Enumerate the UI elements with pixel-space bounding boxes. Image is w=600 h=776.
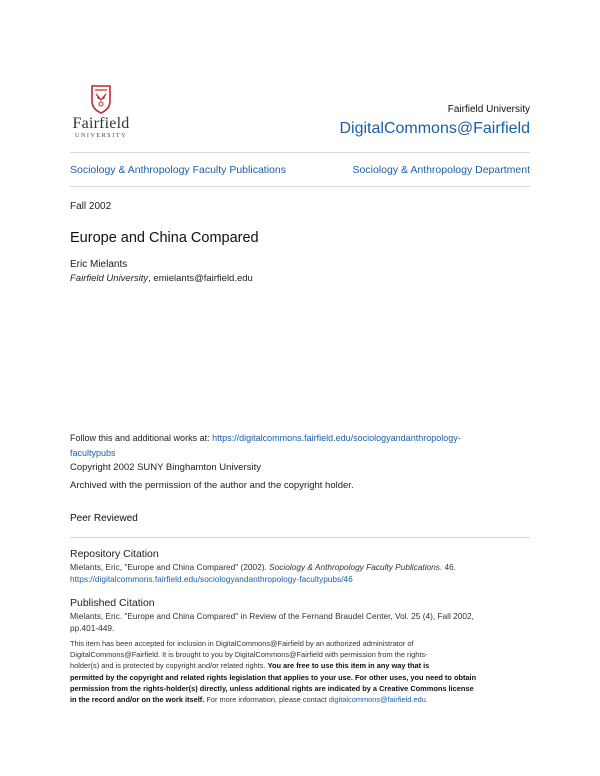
copyright-notice: Copyright 2002 SUNY Binghamton University	[70, 462, 261, 473]
divider	[70, 152, 530, 153]
archived-notice: Archived with the permission of the author and the copyright holder.	[70, 480, 354, 491]
citation-suffix: . 46.	[439, 562, 457, 572]
follow-url-link[interactable]: https://digitalcommons.fairfield.edu/sociologyandanthropology-	[212, 433, 461, 443]
fairfield-logo	[70, 84, 132, 139]
repository-citation-text	[70, 561, 530, 585]
logo-wordmark: Fairfield	[72, 115, 130, 132]
paper-title: Europe and China Compared	[70, 230, 259, 246]
repository-citation-heading: Repository Citation	[70, 548, 159, 560]
peer-reviewed-label: Peer Reviewed	[70, 513, 138, 524]
notice-bold-line: You are free to use this item in any way that is	[267, 661, 430, 671]
notice-line: holder(s) and is protected by copyright and/or related rights.	[70, 661, 268, 671]
published-citation-heading: Published Citation	[70, 597, 155, 609]
author-email: , emielants@fairfield.edu	[148, 273, 253, 284]
published-citation-line1: Mielants, Eric. "Europe and China Compared" in Review of the Fernand Braudel Center, Vol. 25 (4), Fall 2002,	[70, 611, 474, 621]
institution-name: Fairfield University	[447, 104, 530, 115]
citation-url-link[interactable]: https://digitalcommons.fairfield.edu/sociologyandanthropology-facultypubs/46	[70, 574, 353, 584]
author-affiliation	[70, 273, 253, 284]
fairfield-seal-icon	[90, 84, 112, 114]
divider	[70, 186, 530, 187]
publication-date: Fall 2002	[70, 201, 112, 212]
citation-series: Sociology & Anthropology Faculty Publications	[269, 562, 440, 572]
notice-line: For more information, please contact	[204, 695, 329, 705]
notice-line: This item has been accepted for inclusion in DigitalCommons@Fairfield by an authorized administrator of	[70, 639, 414, 648]
divider	[70, 537, 530, 538]
follow-prefix: Follow this and additional works at:	[70, 433, 213, 443]
published-citation-text	[70, 610, 530, 634]
rights-notice	[70, 638, 532, 705]
notice-bold-line: in the record and/or on the work itself.	[70, 695, 205, 705]
contact-email-link[interactable]: digitalcommons@fairfield.edu	[328, 695, 426, 705]
citation-body: Mielants, Eric, "Europe and China Compared" (2002).	[70, 562, 270, 572]
published-citation-line2: pp.401-449.	[70, 623, 115, 633]
notice-end: .	[425, 695, 428, 705]
notice-bold-line: permission from the rights-holder(s) directly, unless additional rights are indicated by a Creative Commons license	[70, 683, 474, 693]
author-name: Eric Mielants	[70, 259, 128, 270]
logo-subtext: UNIVERSITY	[75, 133, 127, 139]
affiliation-name: Fairfield University	[70, 273, 149, 284]
follow-url-link-cont[interactable]: facultypubs	[70, 448, 116, 458]
collection-link-department[interactable]: Sociology & Anthropology Department	[352, 164, 530, 176]
follow-text	[70, 431, 530, 461]
repository-link[interactable]: DigitalCommons@Fairfield	[339, 120, 530, 137]
collection-link-publications[interactable]: Sociology & Anthropology Faculty Publications	[70, 164, 286, 176]
notice-bold-line: permitted by the copyright and related rights legislation that applies to your use. For other uses, you need to obtain	[70, 672, 477, 682]
notice-line: DigitalCommons@Fairfield. It is brought to you by DigitalCommons@Fairfield with permission from the rights-	[70, 650, 428, 660]
